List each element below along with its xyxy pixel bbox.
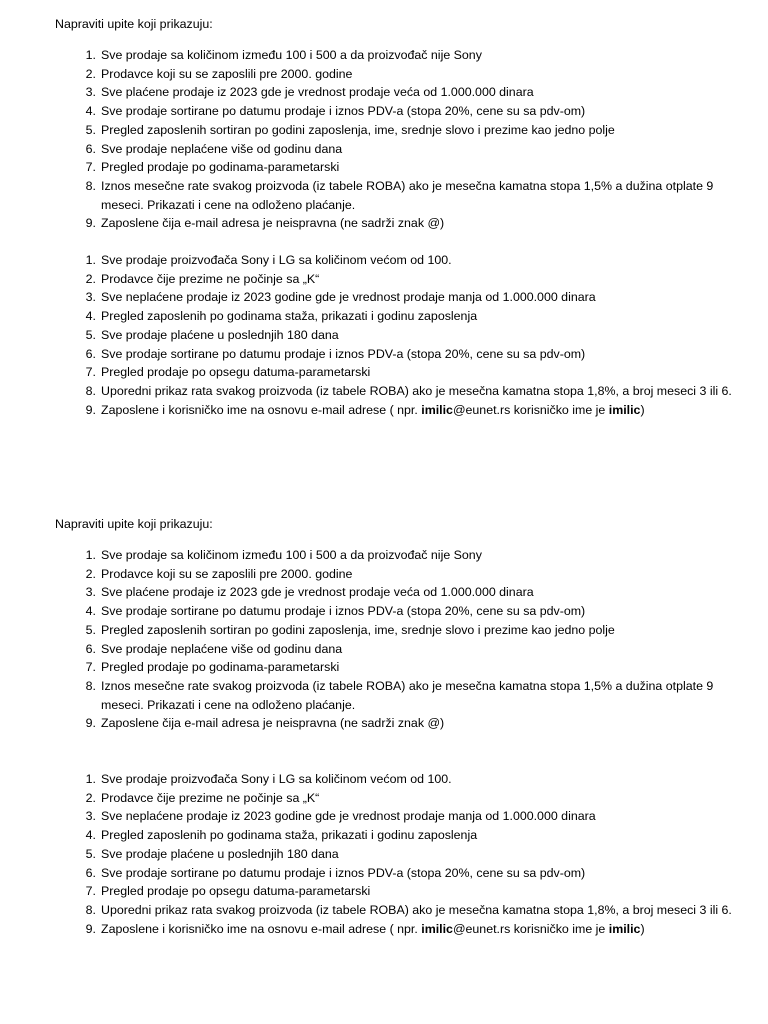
list-item: 8. Uporedni prikaz rata svakog proizvoda (iz tabele ROBA) ako je mesečna kamatna stopa 1,8%, a broj meseci 3 ili 6. bbox=[85, 902, 732, 917]
list-item: 9. Zaposlene i korisničko ime na osnovu e-mail adrese ( npr. imilic@eunet.rs korisničko ime je imilic) bbox=[85, 921, 645, 936]
list-item: 3. Sve plaćene prodaje iz 2023 gde je vrednost prodaje veća od 1.000.000 dinara bbox=[85, 85, 534, 100]
section-heading: Napraviti upite koji prikazuju: bbox=[55, 17, 213, 31]
list-item: 4. Sve prodaje sortirane po datumu prodaje i iznos PDV-a (stopa 20%, cene su sa pdv-om) bbox=[85, 604, 586, 619]
list-item: 5. Sve prodaje plaćene u poslednjih 180 dana bbox=[85, 327, 339, 342]
assignment-section-2 bbox=[55, 515, 745, 938]
list-item: 7. Pregled prodaje po opsegu datuma-parametarski bbox=[85, 365, 371, 380]
list-item: 3. Sve neplaćene prodaje iz 2023 godine gde je vrednost prodaje manja od 1.000.000 dinara bbox=[85, 809, 596, 824]
list-item: 6. Sve prodaje sortirane po datumu prodaje i iznos PDV-a (stopa 20%, cene su sa pdv-om) bbox=[85, 346, 586, 361]
query-list-b bbox=[55, 251, 745, 419]
list-item: 9. Zaposlene čija e-mail adresa je neispravna (ne sadrži znak @) bbox=[85, 716, 445, 731]
list-item: 7. Pregled prodaje po opsegu datuma-parametarski bbox=[85, 884, 371, 899]
list-item: 4. Pregled zaposlenih po godinama staža, prikazati i godinu zaposlenja bbox=[85, 309, 478, 324]
assignment-section-1 bbox=[55, 15, 745, 419]
list-item: 9. Zaposlene čija e-mail adresa je neispravna (ne sadrži znak @) bbox=[85, 216, 445, 231]
username-bold: imilic bbox=[608, 921, 641, 936]
list-item: 6. Sve prodaje sortirane po datumu prodaje i iznos PDV-a (stopa 20%, cene su sa pdv-om) bbox=[85, 865, 586, 880]
list-item: 1. Sve prodaje proizvođača Sony i LG sa količinom većom od 100. bbox=[85, 253, 452, 268]
list-item: 8. Iznos mesečne rate svakog proizvoda (iz tabele ROBA) ako je mesečna kamatna stopa 1,5% a dužina otplate 9 meseci. Prikazati i cene na odloženo plaćanje. bbox=[85, 178, 714, 212]
list-item: 2. Prodavce koji su se zaposlili pre 2000. godine bbox=[85, 566, 353, 581]
list-item: 5. Pregled zaposlenih sortiran po godini zaposlenja, ime, srednje slovo i prezime kao jedno polje bbox=[85, 122, 615, 137]
list-item: 1. Sve prodaje sa količinom između 100 i 500 a da proizvođač nije Sony bbox=[85, 48, 482, 62]
list-item: 8. Iznos mesečne rate svakog proizvoda (iz tabele ROBA) ako je mesečna kamatna stopa 1,5% a dužina otplate 9 meseci. Prikazati i cene na odloženo plaćanje. bbox=[85, 678, 714, 712]
list-item: 5. Sve prodaje plaćene u poslednjih 180 dana bbox=[85, 846, 339, 861]
list-item: 9. Zaposlene i korisničko ime na osnovu e-mail adrese ( npr. imilic@eunet.rs korisničko ime je imilic) bbox=[85, 402, 645, 417]
list-item: 6. Sve prodaje neplaćene više od godinu dana bbox=[85, 141, 343, 156]
username-bold: imilic bbox=[608, 402, 641, 417]
email-username-bold: imilic bbox=[421, 921, 453, 936]
list-item: 2. Prodavce koji su se zaposlili pre 2000. godine bbox=[85, 66, 353, 81]
list-item: 5. Pregled zaposlenih sortiran po godini zaposlenja, ime, srednje slovo i prezime kao jedno polje bbox=[85, 622, 615, 637]
list-item: 2. Prodavce čije prezime ne počinje sa „K“ bbox=[85, 271, 320, 286]
list-item: 3. Sve plaćene prodaje iz 2023 gde je vrednost prodaje veća od 1.000.000 dinara bbox=[85, 585, 534, 600]
list-item: 7. Pregled prodaje po godinama-parametarski bbox=[85, 660, 340, 675]
list-item: 4. Sve prodaje sortirane po datumu prodaje i iznos PDV-a (stopa 20%, cene su sa pdv-om) bbox=[85, 104, 586, 119]
list-item: 3. Sve neplaćene prodaje iz 2023 godine gde je vrednost prodaje manja od 1.000.000 dinara bbox=[85, 290, 596, 305]
email-username-bold: imilic bbox=[421, 402, 453, 417]
query-list-b bbox=[55, 770, 745, 938]
list-item: 1. Sve prodaje proizvođača Sony i LG sa količinom većom od 100. bbox=[85, 772, 452, 787]
list-item: 2. Prodavce čije prezime ne počinje sa „K“ bbox=[85, 790, 320, 805]
list-item: 7. Pregled prodaje po godinama-parametarski bbox=[85, 160, 340, 175]
query-list-a bbox=[55, 546, 745, 733]
query-list-a bbox=[55, 46, 745, 233]
list-item: 8. Uporedni prikaz rata svakog proizvoda (iz tabele ROBA) ako je mesečna kamatna stopa 1,8%, a broj meseci 3 ili 6. bbox=[85, 383, 732, 398]
section-heading: Napraviti upite koji prikazuju: bbox=[55, 517, 213, 531]
list-item: 4. Pregled zaposlenih po godinama staža, prikazati i godinu zaposlenja bbox=[85, 828, 478, 843]
list-item: 1. Sve prodaje sa količinom između 100 i 500 a da proizvođač nije Sony bbox=[85, 548, 482, 562]
list-item: 6. Sve prodaje neplaćene više od godinu dana bbox=[85, 641, 343, 656]
